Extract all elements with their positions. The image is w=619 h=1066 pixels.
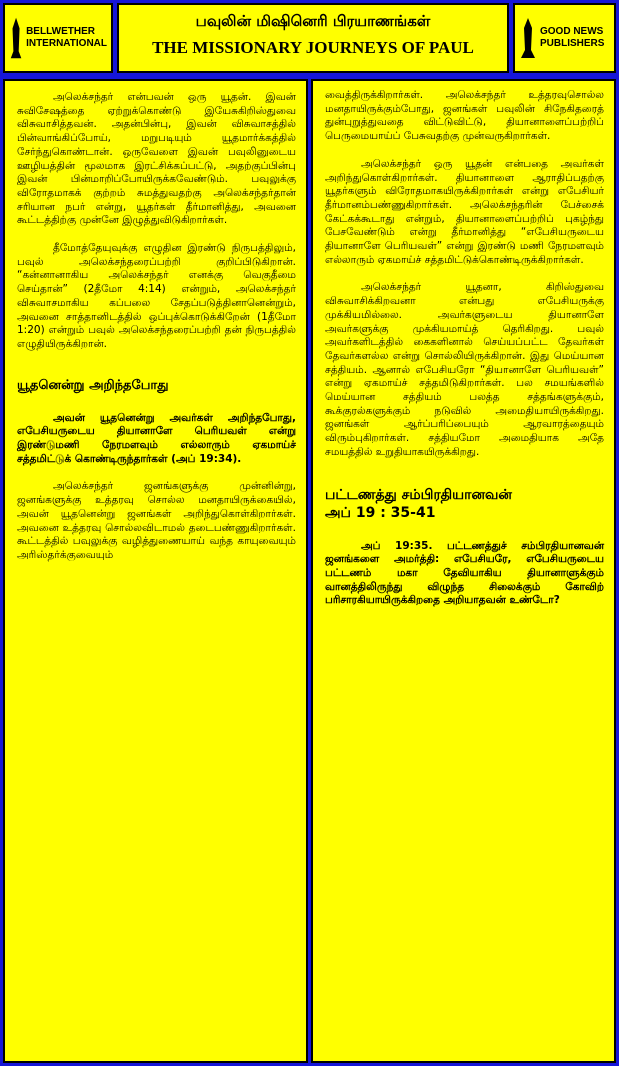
paragraph: அலெக்சந்தர் ஜனங்களுக்கு முன்னின்று, ஜனங்களுக்கு உத்தரவு சொல்ல மனதாயிருக்கையில், அவன் யூதனென்று ஜனங்கள் அறிந்துகொள்கிறார்கள். அவனை உத்தரவு சொல்லவிடாமல் தடைபண்ணுகிறார்கள். கூட்டத்தில் பவுலுக்கு வழித்துணையாய் வந்த காயுவையும் அரிஸ்தர்க்குவையும் bbox=[17, 480, 296, 561]
section-heading: பட்டணத்து சம்பிரதியானவன் அப் 19 : 35-41 bbox=[325, 486, 513, 521]
paragraph: தீமோத்தேயுவுக்கு எழுதின இரண்டு நிருபத்திலும், பவுல் அலெக்சந்தரைப்பற்றி குறிப்பிடுகிறான். “கன்னானாகிய அலெக்சந்தர் எனக்கு வெகுதீமை செய்தான்” (2தீமோ 4:14) என்றும், அலெக்சந்தர் விசுவாசமாகிய கப்பலை சேதப்படுத்தினானென்றும், அவனை சாத்தானிடத்தில் ஒப்புக்கொடுக்கிறேன் (1தீமோ 1:20) என்றும் பவுல் அலெக்சந்தரைப்பற்றி தன் நிருபத்தில் எழுதியிருக்கிறான். bbox=[17, 242, 296, 350]
paragraph: அலெக்சந்தர் யூதனா, கிறிஸ்துவை விசுவாசிக்கிறவனா என்பது எபேசியருக்கு முக்கியமில்லை. அவர்களுடைய தியானாளே அவர்களுக்கு முக்கியமாய்த் தெரிகிறது. பவுல் அவர்களிடத்தில் கைகளினால் செய்யப்பட்ட தேவர்கள் தேவர்களல்ல என்று சொல்லியிருக்கிறான். இது மெய்யான சத்தியம். ஆனால் எபேசியரோ “தியானாளே பெரியவள்” என்று ஏகமாய்ச் சத்தமிடுகிறார்கள். பல சமயங்களில் மெய்யான சத்தியம் பலத்த சத்தங்களுக்கும், கூக்குரல்களுக்கும் நடுவில் அமைதியாயிருக்கிறது. ஜனங்கள் ஆர்ப்பரிப்பையும் ஆரவாரத்தையும் விரும்புகிறார்கள். சத்தியமோ அமைதியாக அதே சமயத்தில் உறுதியாகயிருக்கிறது. bbox=[325, 281, 604, 458]
section-heading: யூதனென்று அறிந்தபோது bbox=[17, 377, 169, 393]
good-news-logo-text: GOOD NEWS PUBLISHERS bbox=[540, 26, 605, 49]
bellwether-logo-text: BELLWETHER INTERNATIONAL bbox=[26, 26, 107, 49]
bellwether-logo-box bbox=[3, 3, 113, 73]
statue-icon bbox=[9, 13, 23, 63]
right-column bbox=[311, 79, 616, 1063]
title-tamil: பவுலின் மிஷினெரி பிரயாணங்கள் bbox=[195, 12, 431, 30]
paragraph: வைத்திருக்கிறார்கள். அலெக்சந்தர் உத்தரவுசொல்ல மனதாயிருக்கும்போது, ஜனங்கள் பவுலின் சிநேகிதரைத் துன்புறுத்துவதை விட்டுவிட்டு, தியானாளைப்பற்றிப் பெருமையாய்ப் பேசுவதற்கு முன்வருகிறார்கள். bbox=[325, 89, 604, 143]
paragraph: அலெக்சந்தர் ஒரு யூதன் என்பதை அவர்கள் அறிந்துகொள்கிறார்கள். தியானாளை ஆராதிப்பதற்கு யூதர்களும் விரோதமாகயிருக்கிறார்கள் என்று எபேசியர் தீர்மானம்பண்ணுகிறார்கள். அலெக்சந்தரின் பேச்சைக் கேட்கக்கூடாது என்றும், தியானாளைப்பற்றிப் புகழ்ந்து பேசவேண்டும் என்று தீர்மானித்து “எபேசியருடைய தியானாளே பெரியவள்” என்று இரண்டு மணி நேரமளவும் எல்லாரும் ஏகமாய்ச் சத்தமிட்டுக்கொண்டிருக்கிறார்கள். bbox=[325, 157, 604, 266]
scripture-quote: அப் 19:35. பட்டணத்துச் சம்பிரதியானவன் ஜனங்களை அமர்த்தி: எபேசியரே, எபேசியருடைய பட்டணம் மகா தேவியாகிய தியானாளுக்கும் வானத்திலிருந்து விழுந்த சிலைக்கும் கோவிற் பரிசாரகியாயிருக்கிறதை அறியாதவன் உண்டோ? bbox=[325, 539, 604, 607]
scripture-quote: அவன் யூதனென்று அவர்கள் அறிந்தபோது, எபேசியருடைய தியானாளே பெரியவள் என்று இரண்டுமணி நேரமளவும் எல்லாரும் ஏகமாய்ச் சத்தமிட்டுக் கொண்டிருந்தார்கள் (அப் 19:34). bbox=[17, 411, 296, 465]
title-english: THE MISSIONARY JOURNEYS OF PAUL bbox=[152, 38, 474, 57]
statue-icon bbox=[519, 16, 537, 60]
left-column bbox=[3, 79, 308, 1063]
paragraph: அலெக்சந்தர் என்பவன் ஒரு யூதன். இவன் சுவிசேஷத்தை ஏற்றுக்கொண்டு இயேசுகிறிஸ்துவை விசுவாசித்தவன். அதன்பின்பு, இவன் விசுவாசத்தில் பின்வாங்கிப்போய், மறுபடியும் யூதமார்க்கத்தில் சேர்ந்துகொண்டான். ஒருவேளை இவன் பவுலினுடைய ஊழியத்தின் மூலமாக இரட்சிக்கப்பட்டு, அதற்குப்பின்பு இவன் பின்மாறிப்போயிருக்கவேண்டும். பவுலுக்கு விரோதமாகக் குற்றம் சுமத்துவதற்கு அலெக்சந்தர்தான் சரியான நபர் என்று, யூதர்கள் தீர்மானித்து, அவனை கூட்டத்திற்கு முன்னே இழுத்துவிடுகிறார்கள். bbox=[17, 91, 296, 227]
good-news-logo-box bbox=[513, 3, 616, 73]
title-banner bbox=[117, 3, 509, 73]
